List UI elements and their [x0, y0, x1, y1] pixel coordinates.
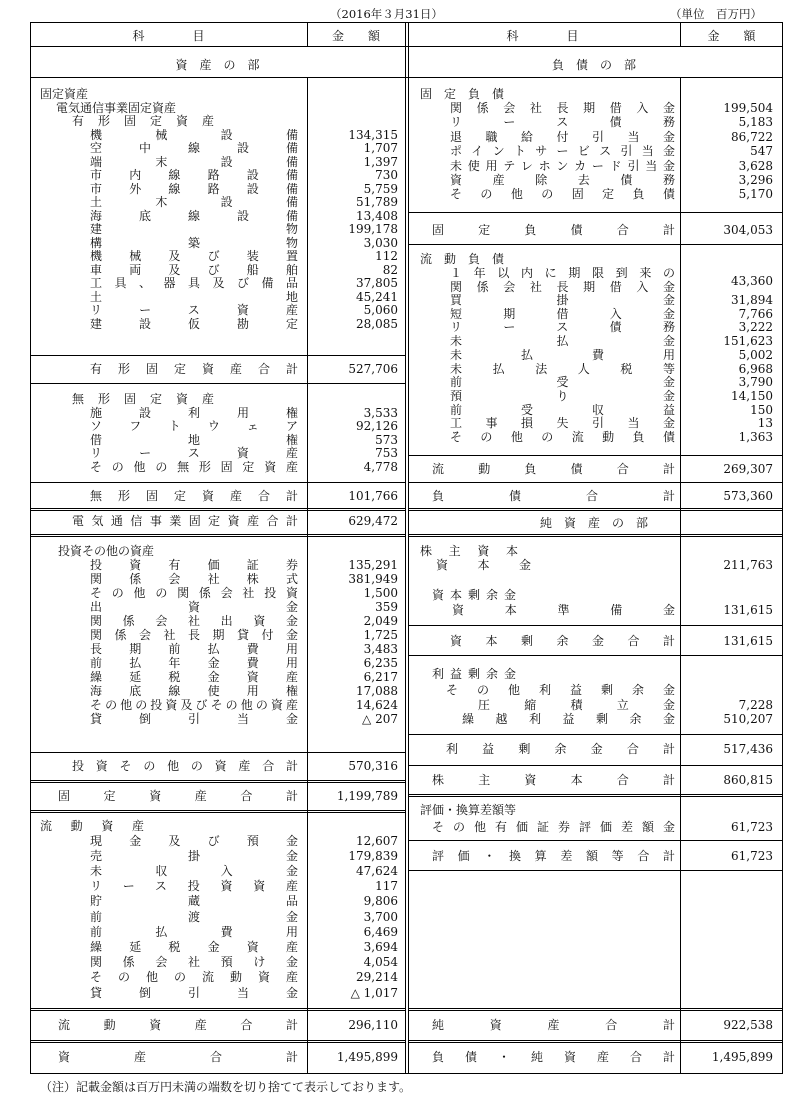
item-label: 貸倒引当金	[90, 985, 298, 1000]
item-label: 長期前払費用	[90, 641, 298, 656]
amount-value: 134,315	[348, 127, 398, 142]
item-label: 利益剰余金	[432, 667, 516, 681]
amount-value: 14,150	[731, 388, 773, 403]
amount-value: 151,623	[723, 334, 773, 349]
amount-value: 47,624	[356, 863, 398, 878]
row-rule	[30, 752, 405, 753]
amount-value: △ 207	[362, 711, 398, 726]
item-label: 関係会社出資金	[90, 613, 298, 628]
amount-value: 199,504	[723, 101, 773, 115]
amount-value: 3,483	[363, 641, 398, 656]
amount-value: 1,495,899	[336, 1050, 398, 1064]
amount-value: 86,722	[731, 129, 773, 144]
amount-value: 28,085	[356, 316, 398, 331]
amount-value: 199,178	[348, 222, 398, 236]
row-rule	[408, 455, 783, 456]
column-rule	[405, 22, 406, 1074]
item-label: 有形固定資産	[72, 114, 214, 128]
amount-value: 3,030	[363, 235, 398, 250]
row-rule	[30, 355, 405, 356]
footnote: （注）記載金額は百万円未満の端数を切り捨てて表示しております。	[40, 1080, 412, 1094]
item-label: 無形固定資産合計	[90, 489, 298, 503]
item-label: 流動負債合計	[432, 462, 675, 476]
amount-value: 3,296	[738, 173, 773, 187]
amount-value: 45,241	[356, 289, 398, 304]
amount-value: 7,228	[738, 698, 773, 712]
unit-label: （単位 百万円）	[670, 7, 762, 21]
amount-value: 1,495,899	[711, 1050, 773, 1064]
amount-value: 629,472	[348, 514, 398, 528]
item-label: 機械設備	[90, 127, 298, 142]
item-label: 関係会社長期借入金	[450, 279, 675, 294]
row-rule	[408, 655, 783, 656]
item-label: 固定資産合計	[58, 789, 298, 803]
item-label: リース資産	[90, 303, 298, 317]
row-rule	[408, 625, 783, 626]
item-label: 関係会社長期貸付金	[90, 627, 298, 642]
amount-value: 6,217	[363, 669, 398, 684]
amount-value: 1,363	[738, 430, 773, 444]
item-label: 市内線路設備	[90, 168, 298, 182]
item-label: 株主資本合計	[432, 773, 675, 787]
amount-value: 570,316	[348, 759, 398, 773]
item-label: 負債合計	[432, 489, 675, 503]
row-rule	[30, 534, 405, 537]
header-amount-right: 金 額	[707, 29, 756, 43]
amount-value: 3,222	[738, 320, 773, 335]
item-label: その他有価証券評価差額金	[432, 820, 675, 834]
amount-value: 5,170	[738, 187, 773, 202]
item-label: その他の流動負債	[450, 430, 675, 444]
item-label: 海底線設備	[90, 208, 298, 223]
amount-value: 5,060	[363, 303, 398, 317]
amount-value: 31,894	[731, 293, 773, 307]
item-label: 資本剰余金	[432, 588, 516, 602]
amount-value: 131,615	[723, 634, 773, 648]
section-label: 電気通信事業固定資産	[56, 100, 177, 115]
valuation-label: 評価・換算差額等	[420, 803, 517, 817]
item-label: 前渡金	[90, 909, 298, 924]
amount-value: 61,723	[731, 820, 773, 834]
row-rule	[30, 1008, 405, 1011]
item-label: 関係会社長期借入金	[450, 101, 675, 115]
item-label: 短期借入金	[450, 306, 675, 321]
item-label: ポイントサービス引当金	[450, 144, 675, 159]
amount-value: 7,766	[738, 306, 773, 321]
item-label: 資産合計	[58, 1050, 298, 1064]
amount-value: 1,199,789	[336, 789, 398, 803]
amount-value: △ 1,017	[350, 985, 398, 1000]
column-rule	[408, 22, 409, 1074]
amount-value: 1,397	[363, 154, 398, 169]
header-subject-right: 科 目	[506, 29, 579, 43]
item-label: 未収入金	[90, 863, 298, 878]
section-label: 投資その他の資産	[58, 544, 155, 558]
amount-value: 3,700	[363, 909, 398, 924]
item-label: 建物	[90, 222, 298, 236]
item-label: 現金及び預金	[90, 833, 298, 848]
amount-value: 112	[375, 249, 398, 263]
item-label: 繰越利益剰余金	[462, 712, 675, 726]
amount-value: 304,053	[723, 223, 773, 237]
item-label: 固定負債合計	[432, 223, 675, 237]
row-rule	[408, 794, 783, 797]
amount-value: 510,207	[723, 712, 773, 726]
amount-value: 131,615	[723, 603, 773, 617]
item-label: 流動資産合計	[58, 1018, 298, 1032]
item-label: 関係会社預け金	[90, 955, 298, 970]
item-label: その他の流動資産	[90, 970, 298, 985]
amount-value: 573	[375, 432, 398, 447]
item-label: 車両及び船舶	[90, 262, 298, 277]
amount-value: 17,088	[356, 683, 398, 698]
amount-value: 37,805	[356, 276, 398, 290]
item-label: 無形固定資産	[72, 392, 214, 406]
item-label: 退職給付引当金	[450, 129, 675, 144]
row-rule	[408, 1040, 783, 1043]
amount-value: 1,725	[363, 627, 398, 642]
amount-value: 2,049	[363, 613, 398, 628]
amount-value: 150	[750, 402, 773, 417]
amount-value: 3,694	[363, 939, 398, 954]
item-label: リース資産	[90, 446, 298, 460]
amount-value: 6,469	[363, 924, 398, 939]
item-label: その他の固定負債	[450, 187, 675, 202]
item-label: 未払金	[450, 334, 675, 349]
row-rule	[30, 383, 405, 384]
amount-value: 269,307	[723, 462, 773, 476]
item-label: 貸倒引当金	[90, 711, 298, 726]
item-label: その他の無形固定資産	[90, 459, 298, 474]
item-label: ソフトウェア	[90, 419, 298, 433]
item-label: 前払費用	[90, 924, 298, 939]
amount-value: 135,291	[348, 557, 398, 572]
item-label: その他の投資及びその他の資産	[90, 697, 298, 712]
item-label: 資本金	[436, 558, 531, 572]
item-label: 繰延税金資産	[90, 939, 298, 954]
amount-value: 14,624	[356, 697, 398, 712]
row-rule	[408, 534, 783, 537]
item-label: 工事損失引当金	[450, 416, 675, 431]
item-label: 土地	[90, 289, 298, 304]
item-label: 未払費用	[450, 347, 675, 362]
item-label: 流動負債	[420, 252, 504, 266]
item-label: 未使用テレホンカード引当金	[450, 158, 675, 173]
item-label: 出資金	[90, 599, 298, 614]
item-label: 貯蔵品	[90, 894, 298, 909]
amount-value: 92,126	[356, 419, 398, 433]
item-label: 売掛金	[90, 848, 298, 863]
item-label: 電気通信事業固定資産合計	[72, 514, 298, 528]
item-label: 前受金	[450, 375, 675, 390]
amount-value: 1,707	[363, 141, 398, 155]
item-label: 端末設備	[90, 154, 298, 169]
row-rule	[30, 810, 405, 813]
amount-value: 82	[382, 262, 398, 277]
row-rule	[30, 508, 405, 511]
item-label: 流動資産	[40, 819, 144, 833]
item-label: 機械及び装置	[90, 249, 298, 263]
item-label: 固定負債	[420, 87, 504, 101]
row-rule	[30, 780, 405, 783]
item-label: 評価・換算差額等合計	[432, 849, 675, 863]
item-label: リース投資資産	[90, 879, 298, 894]
amount-value: 29,214	[356, 970, 398, 985]
amount-value: 5,002	[738, 347, 773, 362]
item-label: 資産除去債務	[450, 173, 675, 187]
amount-value: 12,607	[356, 833, 398, 848]
item-label: 圧縮積立金	[478, 698, 675, 712]
item-label: リース債務	[450, 320, 675, 335]
amount-value: 13	[757, 416, 773, 431]
item-label: 資本準備金	[452, 603, 675, 617]
item-label: １年以内に期限到来の	[450, 266, 675, 280]
item-label: 繰延税金資産	[90, 669, 298, 684]
row-rule	[30, 1040, 405, 1043]
amount-value: 211,763	[723, 558, 773, 572]
row-rule	[30, 482, 405, 483]
item-label: 関係会社株式	[90, 571, 298, 586]
item-label: 投資有価証券	[90, 557, 298, 572]
item-label: 市外線路設備	[90, 181, 298, 196]
amount-value: 296,110	[348, 1018, 398, 1032]
item-label: 構築物	[90, 235, 298, 250]
item-label: 未払法人税等	[450, 361, 675, 376]
item-label: 空中線設備	[90, 141, 298, 155]
item-label: 前払年金費用	[90, 655, 298, 670]
row-rule	[408, 482, 783, 483]
item-label: 土木設備	[90, 195, 298, 209]
item-label: 預り金	[450, 388, 675, 403]
header-amount-left: 金 額	[331, 29, 380, 43]
amount-value: 381,949	[348, 571, 398, 586]
item-label: 株主資本	[420, 544, 518, 558]
amount-value: 860,815	[723, 773, 773, 787]
amount-value: 359	[375, 599, 398, 614]
row-rule	[408, 734, 783, 735]
item-label: 借地権	[90, 432, 298, 447]
amount-value: 13,408	[356, 208, 398, 223]
item-label: 前受収益	[450, 402, 675, 417]
statement-date: （2016年３月31日）	[330, 7, 443, 21]
row-rule	[408, 765, 783, 766]
section-title-net-assets: 純 資 産 の 部	[539, 516, 648, 530]
amount-value: 573,360	[723, 489, 773, 503]
amount-value: 61,723	[731, 849, 773, 863]
item-label: 有形固定資産合計	[90, 362, 298, 376]
amount-value: 547	[750, 144, 773, 159]
amount-value: 101,766	[348, 489, 398, 503]
amount-value: 6,968	[738, 361, 773, 376]
amount-value: 3,533	[363, 405, 398, 420]
row-rule	[408, 840, 783, 841]
row-rule	[30, 77, 783, 78]
row-rule	[408, 508, 783, 511]
amount-value: 9,806	[363, 894, 398, 909]
amount-value: 517,436	[723, 742, 773, 756]
row-rule	[30, 46, 783, 47]
amount-value: 6,235	[363, 655, 398, 670]
amount-value: 179,839	[348, 848, 398, 863]
amount-value: 4,054	[363, 955, 398, 970]
section-label: 固定資産	[40, 87, 89, 101]
item-label: その他の関係会社投資	[90, 585, 298, 600]
amount-value: 117	[375, 879, 398, 894]
item-label: 投資その他の資産合計	[72, 759, 298, 773]
row-rule	[408, 212, 783, 213]
amount-value: 730	[375, 168, 398, 182]
item-label: 利益剰余金合計	[446, 742, 675, 756]
item-label: 海底線使用権	[90, 683, 298, 698]
amount-value: 3,628	[738, 158, 773, 173]
amount-value: 3,790	[738, 375, 773, 390]
amount-value: 753	[375, 446, 398, 460]
item-label: 負債・純資産合計	[432, 1050, 675, 1064]
row-rule	[408, 244, 783, 245]
item-label: 工具、器具及び備品	[90, 276, 298, 290]
item-label: 建設仮勘定	[90, 316, 298, 331]
item-label: 買掛金	[450, 293, 675, 307]
item-label: 資本剰余金合計	[450, 634, 675, 648]
amount-value: 4,778	[363, 459, 398, 474]
section-title-assets: 資 産 の 部	[175, 58, 260, 72]
amount-value: 43,360	[731, 273, 773, 288]
row-rule	[408, 870, 783, 871]
item-label: 純資産合計	[432, 1018, 675, 1032]
amount-value: 1,500	[363, 585, 398, 600]
item-label: リース債務	[450, 115, 675, 130]
item-label: 施設利用権	[90, 405, 298, 420]
item-label: その他利益剰余金	[446, 683, 675, 697]
header-subject-left: 科 目	[132, 29, 205, 43]
amount-value: 922,538	[723, 1018, 773, 1032]
amount-value: 51,789	[356, 195, 398, 209]
amount-value: 527,706	[348, 362, 398, 376]
amount-value: 5,183	[738, 115, 773, 130]
row-rule	[408, 1008, 783, 1011]
section-title-liabilities: 負 債 の 部	[551, 58, 636, 72]
amount-value: 5,759	[363, 181, 398, 196]
